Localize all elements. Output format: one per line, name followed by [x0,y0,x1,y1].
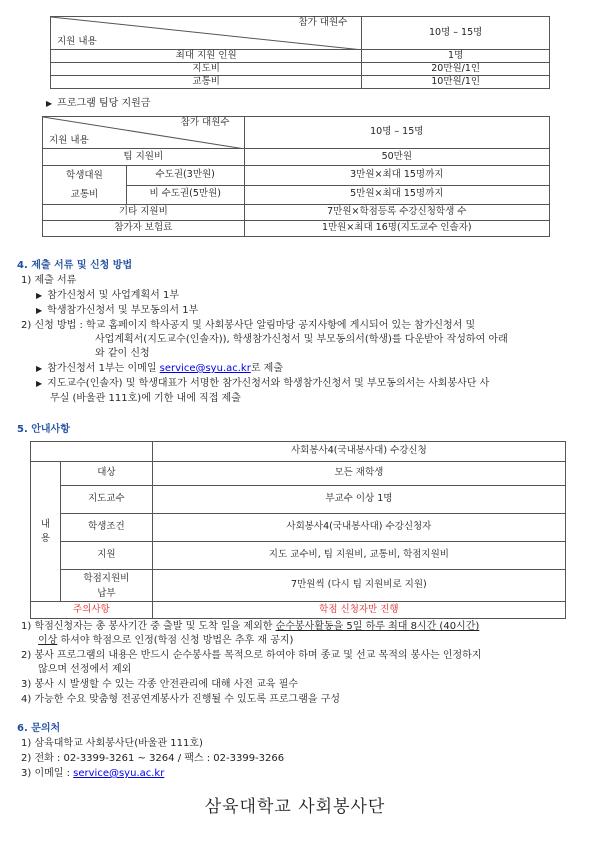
method-line-3: 와 같이 신청 [95,348,150,359]
student-transport-line2: 교통비 [70,189,99,200]
other-support-value: 7만원×학점등록 수강신청학생 수 [244,205,549,221]
contact-email [21,767,164,781]
section4-sub1: 1) 제출 서류 [21,275,77,286]
section6-title: 6. 문의처 [17,723,61,734]
note-1-text: 1) 학점신청자는 총 봉사기간 중 출발 및 도착 일을 제외한 [21,621,276,632]
guidance-table-corner [31,442,153,462]
section4-title: 4. 제출 서류 및 신청 방법 [17,260,133,271]
section5-title: 5. 안내사항 [17,424,70,435]
guidance-row-label: 대상 [60,462,152,486]
contact-email-link[interactable]: service@syu.ac.kr [73,768,165,779]
table1-row-value: 1명 [362,50,550,63]
content-side-label [31,462,61,602]
doc-item-1-text: 참가신청서 및 사업계획서 1부 [47,290,179,301]
guidance-row-label: 학생조건 [60,514,152,542]
caution-value: 학점 신청자만 진행 [152,602,565,619]
caution-label: 주의사항 [31,602,153,619]
support-table-2 [42,116,550,237]
guidance-row-value: 사회봉사4(국내봉사대) 수강신청자 [152,514,565,542]
non-capital-area-label: 비 수도권(5만원) [126,185,244,205]
fee-payment-label [60,570,152,602]
doc-item-2-text: 학생참가신청서 및 부모동의서 1부 [47,305,199,316]
method-line-1: 2) 신청 방법 : 학교 홈페이지 학사공지 및 사회봉사단 알림마당 공지사항에 게시되어 있는 참가신청서 및 [21,320,476,331]
triangle-bullet-icon: ▶ [36,306,43,315]
side-label-char-1: 내 [40,518,51,530]
note-2-line2: 않으며 선정에서 제외 [38,664,132,675]
insurance-label: 참가자 보험료 [43,221,245,237]
table2-header-value: 10명 – 15명 [244,117,549,149]
note-2-line1: 2) 봉사 프로그램의 내용은 반드시 순수봉사를 목적으로 하여야 하며 종교 및 선교 목적의 봉사는 인정하지 [21,650,482,661]
table1-row-label: 최대 지원 인원 [51,50,362,63]
student-transport-label [43,166,127,205]
note-4: 4) 가능한 수요 맞춤형 전공연계봉사가 진행될 수 있도록 프로그램을 구성 [21,694,341,705]
table1-header-value: 10명 – 15명 [362,17,550,50]
contact-email-label: 3) 이메일 : [21,768,74,779]
table1-row-label: 지도비 [51,63,362,76]
email-submit-item [36,362,283,376]
table1-header-bottom: 지원 내용 [57,36,97,48]
email-submit-suffix: 로 제출 [250,363,283,374]
fee-payment-value: 7만원씩 (다시 팀 지원비로 지원) [152,570,565,602]
table2-diagonal-header [43,117,245,149]
table1-row-label: 교통비 [51,76,362,89]
guidance-row-value: 모든 재학생 [152,462,565,486]
student-transport-line1: 학생대원 [66,170,103,181]
team-support-value: 50만원 [244,149,549,166]
triangle-bullet-icon: ▶ [36,291,43,300]
fee-payment-label-line2: 납부 [97,587,116,599]
email-submit-prefix: 참가신청서 1부는 이메일 [47,363,160,374]
note-1-line1 [21,620,479,634]
footer-organization: 삼육대학교 사회봉사단 [204,797,386,817]
table2-header-top: 참가 대원수 [180,117,230,128]
team-support-label: 팀 지원비 [43,149,245,166]
guidance-row-label: 지원 [60,542,152,570]
other-support-label: 기타 지원비 [43,205,245,221]
side-label-char-2: 용 [40,532,51,544]
note-1-line2 [38,634,293,648]
guidance-row-value: 부교수 이상 1명 [152,486,565,514]
guidance-row-value: 지도 교수비, 팀 지원비, 교통비, 학점지원비 [152,542,565,570]
capital-area-value: 3만원×최대 15명까지 [244,166,549,186]
table2-header-bottom: 지원 내용 [49,135,89,147]
table1-header-top: 참가 대원수 [298,17,348,28]
note-3: 3) 봉사 시 발생할 수 있는 각종 안전관리에 대해 사전 교육 필수 [21,679,299,690]
table1-row-value: 20만원/1인 [362,63,550,76]
note-1-text-end: 하셔야 학점으로 인정(학점 신청 방법은 추후 재 공지) [57,635,294,646]
capital-area-label: 수도권(3만원) [126,166,244,186]
direct-submit-line1: 지도교수(인솔자) 및 학생대표가 서명한 참가신청서와 학생참가신청서 및 부모동의서는 사회봉사단 사 [47,378,490,389]
guidance-row-label: 지도교수 [60,486,152,514]
triangle-bullet-icon: ▶ [36,364,43,373]
table1-diagonal-header [51,17,362,50]
program-label [46,97,150,111]
table1-row-value: 10만원/1인 [362,76,550,89]
method-line-2: 사업계획서(지도교수(인솔자)), 학생참가신청서 및 부모동의서(학생)를 다운받아 작성하여 아래 [95,334,508,345]
triangle-bullet-icon: ▶ [36,379,43,388]
direct-submit-line2: 무실 (바울관 111호)에 기한 내에 직접 제출 [50,393,241,404]
doc-item-2 [36,304,198,318]
note-1-emphasis-end: 이상 [38,635,58,646]
triangle-bullet-icon: ▶ [46,99,53,108]
insurance-value: 1만원×최대 16명(지도교수 인솔자) [244,221,549,237]
guidance-table [30,441,566,619]
email-link[interactable]: service@syu.ac.kr [159,363,251,374]
doc-item-1 [36,289,179,303]
contact-office: 1) 삼육대학교 사회봉사단(바울관 111호) [21,738,203,749]
fee-payment-label-line1: 학점지원비 [83,572,130,584]
program-label-text: 프로그램 팀당 지원금 [57,98,151,109]
non-capital-area-value: 5만원×최대 15명까지 [244,185,549,205]
guidance-table-header: 사회봉사4(국내봉사대) 수강신청 [152,442,565,462]
direct-submit-item [36,377,489,391]
contact-phone: 2) 전화 : 02-3399-3261 ~ 3264 / 팩스 : 02-3399-3266 [21,753,285,764]
support-table-1 [50,16,550,89]
note-1-emphasis: 순수봉사활동을 5일 하루 최대 8시간 (40시간) [275,621,480,632]
